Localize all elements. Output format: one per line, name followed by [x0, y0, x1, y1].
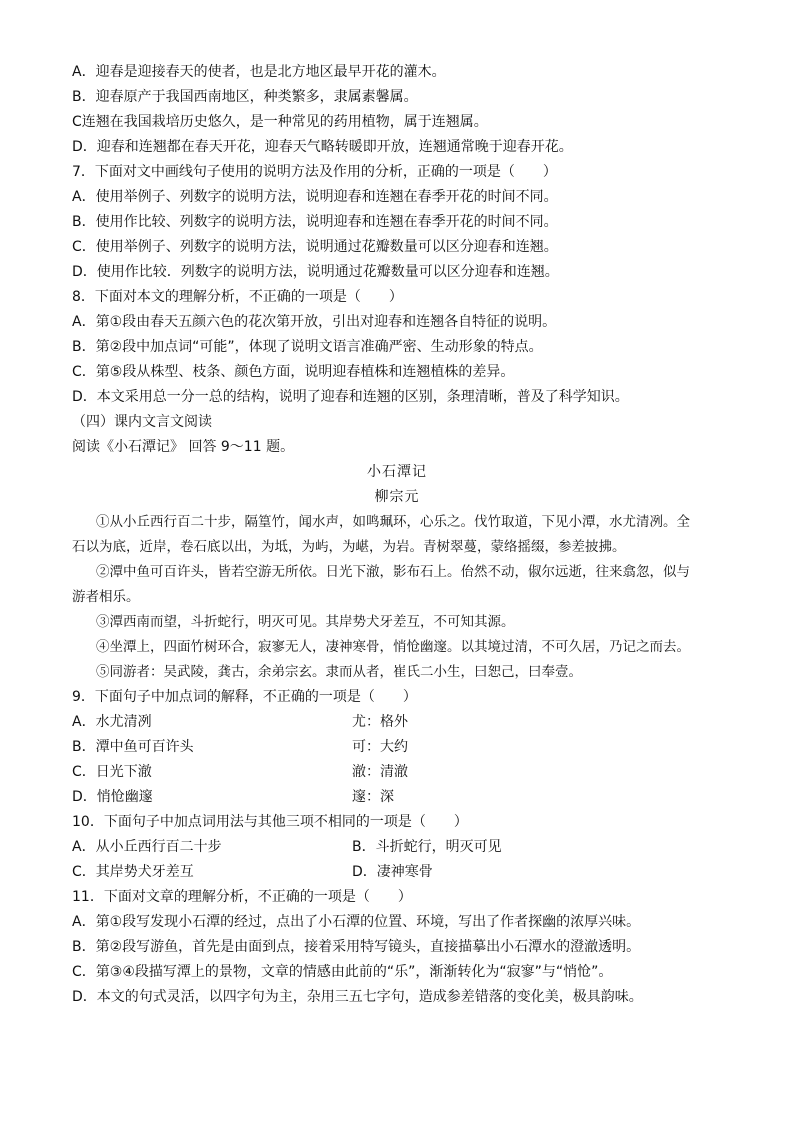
q10-option-d: D．凄神寒骨 — [352, 864, 433, 880]
passage-paragraph-4: ④坐潭上，四面竹树环合，寂寥无人，凄神寒骨，悄怆幽邃。以其境过清，不可久居，乃记之而去。 — [96, 639, 690, 655]
q8-option-a: A．第①段由春天五颜六色的花次第开放，引出对迎春和连翘各自特征的说明。 — [72, 314, 557, 330]
q9-stem: 9．下面句子中加点词的解释，不正确的一项是（ ） — [72, 689, 417, 705]
q7-option-d: D．使用作比较．列数字的说明方法，说明通过花瓣数量可以区分迎春和连翘。 — [72, 264, 559, 280]
q9-option-d: D．悄怆幽邃 — [72, 789, 153, 805]
q8-option-d: D．本文采用总一分一总的结构，说明了迎春和连翘的区别，条理清晰，普及了科学知识。 — [72, 389, 629, 405]
q7-stem: 7．下面对文中画线句子使用的说明方法及作用的分析，正确的一项是（ ） — [72, 164, 557, 180]
q10-option-b: B．斗折蛇行，明灭可见 — [352, 839, 502, 855]
q6-option-b: B．迎春原产于我国西南地区，种类繁多，隶属素馨属。 — [72, 89, 418, 105]
section-heading: （四）课内文言文阅读 — [72, 414, 212, 430]
q8-stem: 8．下面对本文的理解分析，不正确的一项是（ ） — [72, 289, 403, 305]
q6-option-d: D．迎春和连翘都在春天开花，迎春天气略转暖即开放，连翘通常晚于迎春开花。 — [72, 139, 573, 155]
q11-option-c: C．第③④段描写潭上的景物，文章的情感由此前的“乐”，渐渐转化为“寂寥”与“悄怆”。 — [72, 964, 613, 980]
q11-option-d: D．本文的句式灵活，以四字句为主，杂用三五七字句，造成参差错落的变化美，极具韵味。 — [72, 989, 643, 1005]
q6-option-c: C连翘在我国栽培历史悠久，是一种常见的药用植物，属于连翘属。 — [72, 114, 488, 130]
q9-option-c: C．日光下澈 — [72, 764, 152, 780]
q11-option-a: A．第①段写发现小石潭的经过，点出了小石潭的位置、环境，写出了作者探幽的浓厚兴味。 — [72, 914, 641, 930]
q9-option-d-gloss: 邃：深 — [352, 789, 394, 805]
q7-option-a: A．使用举例子、列数字的说明方法，说明迎春和连翘在春季开花的时间不同。 — [72, 189, 558, 205]
q9-option-c-gloss: 澈：清澈 — [352, 764, 408, 780]
passage-title: 小石潭记 — [367, 464, 427, 480]
q10-stem: 10．下面句子中加点词用法与其他三项不相同的一项是（ ） — [72, 814, 468, 830]
passage-paragraph-1-cont: 石以为底，近岸，卷石底以出，为坻，为屿，为嵁，为岩。青树翠蔓，蒙络摇缀，参差披拂。 — [72, 539, 626, 555]
q9-option-b: B．潭中鱼可百许头 — [72, 739, 194, 755]
q9-option-b-gloss: 可：大约 — [352, 739, 408, 755]
section-instruction: 阅读《小石潭记》 回答 9～11 题。 — [72, 439, 295, 455]
q7-option-c: C．使用举例子、列数字的说明方法，说明通过花瓣数量可以区分迎春和连翘。 — [72, 239, 558, 255]
q6-option-a: A．迎春是迎接春天的使者，也是北方地区最早开花的灌木。 — [72, 64, 446, 80]
passage-author: 柳宗元 — [374, 489, 420, 505]
passage-paragraph-3: ③潭西南而望，斗折蛇行，明灭可见。其岸势犬牙差互，不可知其源。 — [96, 614, 515, 630]
q10-option-c: C．其岸势犬牙差互 — [72, 864, 194, 880]
passage-paragraph-1: ①从小丘西行百二十步，隔篁竹，闻水声，如鸣珮环，心乐之。伐竹取道，下见小潭，水尤清冽。全 — [96, 514, 690, 530]
q7-option-b: B．使用作比较、列数字的说明方法，说明迎春和连翘在春季开花的时间不同。 — [72, 214, 558, 230]
q10-option-a: A．从小丘西行百二十步 — [72, 839, 222, 855]
q9-option-a: A．水尤清冽 — [72, 714, 152, 730]
q8-option-c: C．第⑤段从株型、枝条、颜色方面，说明迎春植株和连翘植株的差异。 — [72, 364, 515, 380]
q8-option-b: B．第②段中加点词“可能”，体现了说明文语言准确严密、生动形象的特点。 — [72, 339, 543, 355]
passage-paragraph-2: ②潭中鱼可百许头，皆若空游无所依。日光下澈，影布石上。佁然不动，俶尔远逝，往来翕忽，似与 — [96, 564, 690, 580]
passage-paragraph-2-cont: 游者相乐。 — [72, 589, 140, 605]
q11-option-b: B．第②段写游鱼，首先是由面到点，接着采用特写镜头，直接描摹出小石潭水的澄澈透明。 — [72, 939, 641, 955]
q11-stem: 11．下面对文章的理解分析，不正确的一项是（ ） — [72, 889, 412, 905]
q9-option-a-gloss: 尤：格外 — [352, 714, 408, 730]
passage-paragraph-5: ⑤同游者：吴武陵，龚古，余弟宗玄。隶而从者，崔氏二小生，曰恕己，曰奉壹。 — [96, 664, 582, 680]
